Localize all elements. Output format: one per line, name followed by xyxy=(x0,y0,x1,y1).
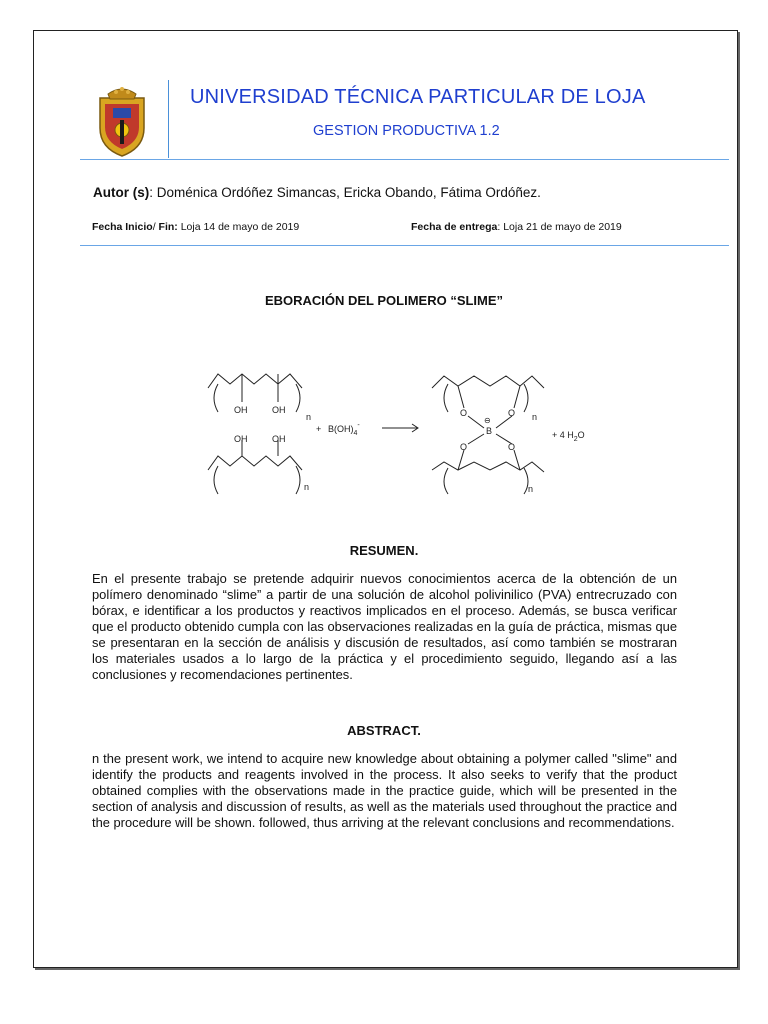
scheme-water-suffix: O xyxy=(577,430,585,440)
header-rule xyxy=(80,159,729,160)
start-end-date xyxy=(92,221,299,233)
scheme-oh-4: OH xyxy=(272,434,286,444)
scheme-plus-1: + xyxy=(316,424,322,434)
university-title: UNIVERSIDAD TÉCNICA PARTICULAR DE LOJA xyxy=(190,86,646,108)
authors-value: : Doménica Ordóñez Simancas, Ericka Obando, Fátima Ordóñez. xyxy=(149,185,541,200)
authors-label: Autor (s) xyxy=(93,185,150,200)
scheme-borate-sup: - xyxy=(357,422,360,429)
scheme-o-1: O xyxy=(460,408,468,418)
delivery-label: Fecha de entrega xyxy=(411,221,498,233)
scheme-borate-sub: 4 xyxy=(353,430,358,437)
scheme-borate xyxy=(328,422,360,437)
document-title: EBORACIÓN DEL POLIMERO “SLIME” xyxy=(264,293,504,308)
scheme-b: B xyxy=(486,426,493,436)
start-separator: / xyxy=(152,221,159,233)
start-label: Fecha Inicio xyxy=(92,221,153,233)
scheme-o-2: O xyxy=(508,408,516,418)
resumen-paragraph: En el presente trabajo se pretende adquirir nuevos conocimientos acerca de la obtención de un polímero denominado “slime” a partir de una solución de alcohol polivinilico (PVA) entrecruzado con bórax, e identificar a los productos y reactivos implicados en el proceso. Además, se busca verificar que el producto obtenido cumpla con las observaciones realizadas en la guía de práctica, mismas que se presentaran en la sección de análisis y discusión de resultados, así como también se mostraran los materiales usados a lo largo de la práctica y el procedimiento seguido, llegando así a las conclusiones y recomendaciones pertinentes. xyxy=(92,571,677,682)
reaction-scheme-diagram xyxy=(200,362,598,498)
scheme-oh-2: OH xyxy=(272,405,286,415)
authors-line xyxy=(93,185,541,200)
abstract-paragraph: n the present work, we intend to acquire new knowledge about obtaining a polymer called "slime" and identify the products and reagents involved in the process. It also seeks to verify that the product obtained complies with the observations made in the practice guide, which will be presented in the section of analysis and discussion of results, as well as the materials used throughout the practice and the procedure will be shown. followed, thus arriving at the relevant conclusions and recommendations. xyxy=(92,751,677,830)
university-crest-logo xyxy=(90,84,154,158)
resumen-heading: RESUMEN. xyxy=(349,543,419,558)
delivery-value: : Loja 21 de mayo de 2019 xyxy=(497,221,622,233)
delivery-date xyxy=(411,221,622,233)
scheme-water xyxy=(552,430,585,443)
scheme-water-prefix: + 4 H xyxy=(552,430,574,440)
scheme-water-sub: 2 xyxy=(573,436,578,443)
header-divider xyxy=(168,80,169,158)
scheme-minus: ⊖ xyxy=(484,416,491,425)
scheme-n-2: n xyxy=(304,482,310,492)
scheme-borate-base: B(OH) xyxy=(328,424,354,434)
scheme-o-4: O xyxy=(508,442,516,452)
scheme-o-3: O xyxy=(460,442,468,452)
scheme-n-3: n xyxy=(532,412,538,422)
end-label: Fin: xyxy=(158,221,178,233)
start-value: Loja 14 de mayo de 2019 xyxy=(177,221,300,233)
scheme-n-1: n xyxy=(306,412,312,422)
scheme-oh-1: OH xyxy=(234,405,248,415)
scheme-n-4: n xyxy=(528,484,534,494)
scheme-oh-3: OH xyxy=(234,434,248,444)
course-subtitle: GESTION PRODUCTIVA 1.2 xyxy=(313,123,500,139)
abstract-heading: ABSTRACT. xyxy=(347,723,421,738)
meta-rule xyxy=(80,245,729,246)
